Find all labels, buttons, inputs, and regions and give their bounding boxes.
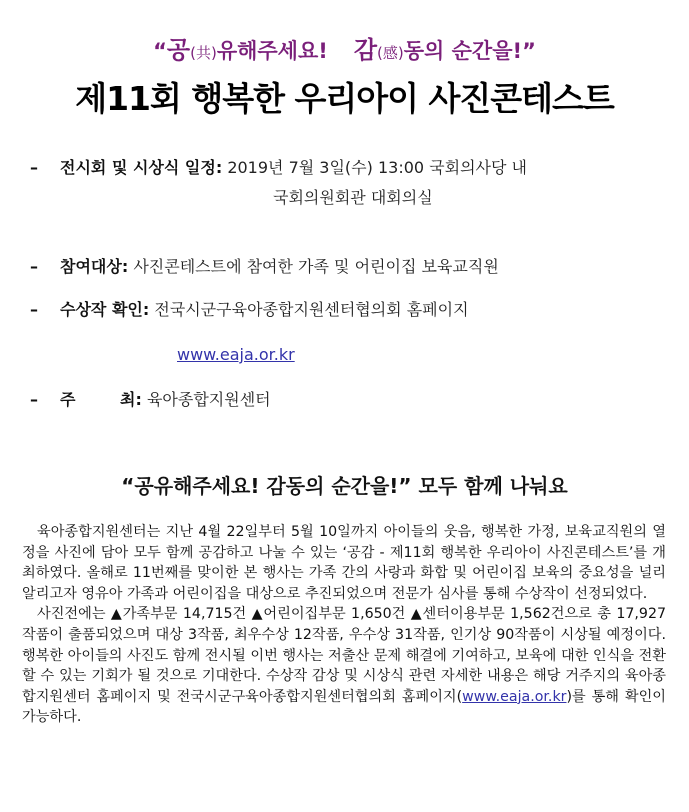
tagline-part1-hanja: (共) xyxy=(190,44,217,62)
tagline-part2-rest: 동의 순간을!” xyxy=(403,39,536,63)
bullet-dash: – xyxy=(30,390,38,409)
info-participants xyxy=(30,256,499,278)
tagline-open-quote: “ xyxy=(153,39,167,63)
host-label: 주 최: xyxy=(60,390,142,409)
article-body xyxy=(22,522,666,728)
winners-label: 수상작 확인: xyxy=(60,300,150,319)
bullet-dash: – xyxy=(30,158,38,177)
tagline-part1-big: 공 xyxy=(166,36,191,64)
winners-value: 전국시군구육아종합지원센터협의회 홈페이지 xyxy=(154,300,469,319)
info-host xyxy=(30,389,271,411)
homepage-link[interactable]: www.eaja.or.kr xyxy=(177,345,295,364)
paragraph-1: 육아종합지원센터는 지난 4월 22일부터 5월 10일까지 아이들의 웃음, 행복한 가정, 보육교직원의 열정을 사진에 담아 모두 함께 공감하고 나눌 수 있는 ‘공감 - 제11회 행복한 우리아이 사진콘테스트’를 개최하였다. 올해로 11번째를 맞이한 본 행사는 가족 간의 사랑과 화합 및 어린이집 보육의 중요성을 널리 알리고자 영유아 가족과 어린이집을 대상으로 추진되었으며 전문가 심사를 통해 수상작이 선정되었다. xyxy=(22,524,666,602)
schedule-value-line2: 국회의원회관 대회의실 xyxy=(273,188,433,207)
paragraph-2-link[interactable]: www.eaja.or.kr xyxy=(462,688,567,705)
schedule-label: 전시회 및 시상식 일정: xyxy=(60,158,223,177)
paragraph-2-text-b: )를 통해 확인이 가능하다. xyxy=(22,688,666,726)
tagline-part1-rest: 유해주세요! xyxy=(216,39,328,63)
participants-value: 사진콘테스트에 참여한 가족 및 어린이집 보육교직원 xyxy=(133,257,499,276)
page-title: 제11회 행복한 우리아이 사진콘테스트 xyxy=(75,79,614,118)
paragraph-2 xyxy=(22,604,666,728)
tagline xyxy=(0,30,689,65)
paragraph-2-text-a: 사진전에는 ▲가족부문 14,715건 ▲어린이집부문 1,650건 ▲센터이용부문 1,562건으로 총 17,927 작품이 출품되었으며 대상 3작품, 최우수상 12작품, 우수상 31작품, 인기상 90작품이 시상될 예정이다. 행복한 아이들의 사진도 함께 전시될 이번 행사는 저출산 문제 해결에 기여하고, 보육에 대한 인식을 전환할 수 있는 기회가 될 것으로 기대한다. 수상작 감상 및 시상식 관련 자세한 내용은 해당 거주지의 육아종합지원센터 홈페이지 및 전국시군구육아종합지원센터협의회 홈페이지( xyxy=(22,606,666,705)
host-value: 육아종합지원센터 xyxy=(146,390,271,409)
info-winners xyxy=(30,299,469,321)
tagline-part2-big: 감 xyxy=(353,36,378,64)
article-subheading: “공유해주세요! 감동의 순간을!” 모두 함께 나눠요 xyxy=(121,474,568,498)
bullet-dash: – xyxy=(30,257,38,276)
participants-label: 참여대상: xyxy=(60,257,129,276)
info-schedule xyxy=(30,157,527,207)
bullet-dash: – xyxy=(30,300,38,319)
tagline-part2-hanja: (感) xyxy=(377,44,404,62)
schedule-value: 2019년 7월 3일(수) 13:00 국회의사당 내 xyxy=(227,158,527,177)
